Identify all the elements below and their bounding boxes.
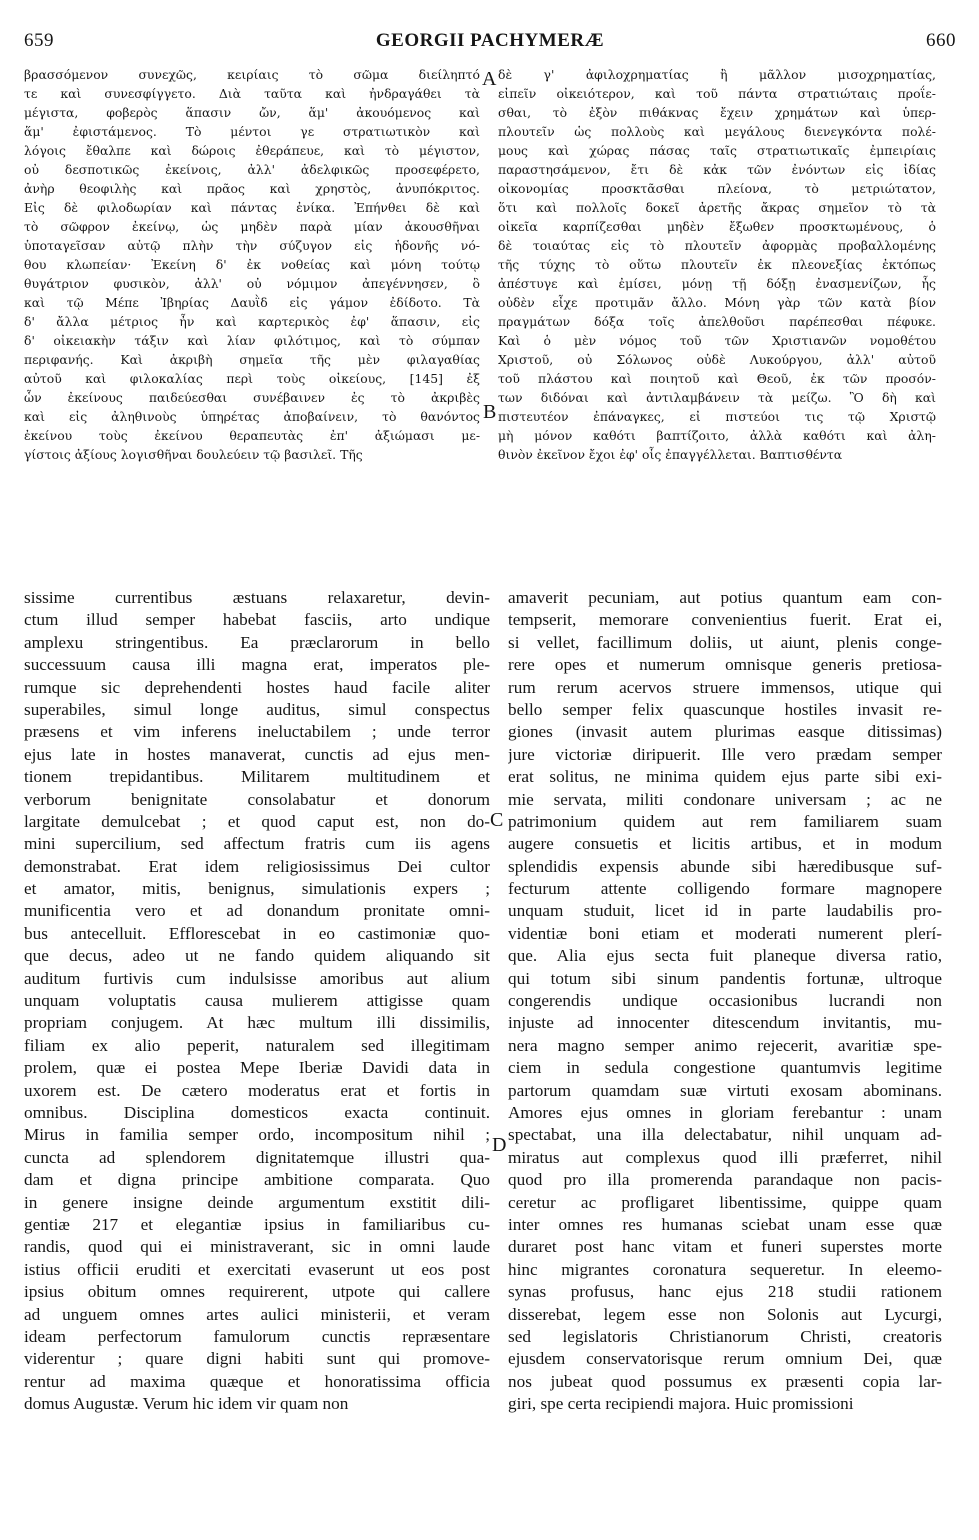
text-line: inter omnes res humanas sciebat unam esse quæ	[508, 1214, 942, 1234]
text-line: οἰκονομίας προσκτᾶσθαι πλείονα, τὸ μετριώτατον,	[498, 181, 936, 196]
text-line: τὸ σῶφρον ἐκείνῳ, ὡς μηδὲν παρὰ μίαν ἀκουσθῆναι	[24, 219, 480, 234]
text-line: erat solitus, ne minima quidem ejus parte sibi exi-	[508, 767, 942, 787]
page-header	[24, 30, 956, 58]
text-line: Mirus in familia semper ordo, incompositum nihil ;	[24, 1125, 490, 1145]
text-line: ipsius obitum omnes requirerent, utpote qui callere	[24, 1282, 490, 1302]
text-line: πραγμάτων δόξα τοῖς ἀπελθοῦσι παρέπεσθαι πέφυκε.	[498, 314, 936, 329]
text-line: nera magno semper animo rejecerit, avaritiæ spe-	[508, 1035, 942, 1055]
greek-text-right-column	[498, 65, 936, 464]
text-line: οὐ δεσποτικῶς ἐκείνοις, ἀλλ' ἀδελφικῶς προσεφέρετο,	[24, 162, 480, 177]
text-line: εἰπεῖν οἰκειότερον, καὶ τοῦ πάντα στρατιώταις προΐε-	[498, 86, 936, 101]
text-line: amplexu stringentibus. Ea præclarorum in bello	[24, 632, 490, 652]
text-line: ejus late in hostes manaverat, cunctis ad ejus men-	[24, 744, 490, 764]
text-line: rere opes et numerum omnisque generis pretiosa-	[508, 655, 942, 675]
text-line: in genere insigne deinde argumentum exstitit dili-	[24, 1192, 490, 1212]
text-line: καὶ εἰς ἀληθινοὺς ὑπηρέτας ἀποβαίνειν, τὸ θανόντος	[24, 409, 480, 424]
text-line: τε καὶ συνεσφίγγετο. Διὰ ταῦτα καὶ ἠνδραγάθει τὰ	[24, 86, 480, 101]
text-line: disserebat, legem esse non Solonis aut Lycurgi,	[508, 1304, 942, 1324]
margin-marker-c: C	[490, 809, 504, 831]
text-line: que. Alia ejus secta fuit planeque diversa ratio,	[508, 946, 942, 966]
text-line: giri, spe certa recipiendi majora. Huic promissioni	[508, 1394, 854, 1414]
text-line: πιστευτέον ἐπάναγκες, εἰ πιστεύοι τις τῷ Χριστῷ	[498, 409, 936, 424]
greek-text-left-column	[24, 65, 480, 464]
text-line: δὲ γ' ἀφιλοχρηματίας ἢ μᾶλλον μισοχρηματίας,	[498, 67, 936, 82]
text-line: randis, quod qui ei ministraverant, sic in omni laude	[24, 1237, 490, 1257]
text-line: hinc migrantes coronatura sequeretur. In eleemo-	[508, 1259, 942, 1279]
text-line: θινὸν ἐκεῖνον ἔχοι ἐφ' οἷς ἐπαγγέλλεται. Βαπτισθέντα	[498, 447, 843, 462]
margin-marker-b: B	[483, 401, 497, 423]
text-line: injuste ad innocenter ditescendum invitantis, mu-	[508, 1013, 942, 1033]
text-line: ciem in sedula congestione quantumvis legitime	[508, 1058, 942, 1078]
text-line: των διδόναι καὶ ἀντιλαμβάνειν τὰ μείζω. Ὃ δὴ καὶ	[498, 390, 936, 405]
text-line: Amores ejus omnes in gloriam ferebantur : unam	[508, 1102, 942, 1122]
text-line: patrimonium quidem aut rem familiarem suam	[508, 811, 942, 831]
latin-text-left-column	[24, 587, 490, 1415]
text-line: γίστοις ἀξίους λογισθῆναι δουλεύειν τῷ βασιλεῖ. Τῆς	[24, 447, 363, 462]
text-line: ὅτι καὶ πολλοῖς δοκεῖ ἀρετῆς ἄκρας σημεῖον τὸ τὰ	[498, 200, 936, 215]
text-line: ὧν ἐκείνους παιδεύεσθαι συνέβαινεν ἐς τὸ ἀκριβὲς	[24, 390, 480, 405]
text-line: σθαι, τὸ ἐξὸν πιθάκνας ἔχειν χρημάτων καὶ ὑπερ-	[498, 105, 936, 120]
text-line: congerendis undique occasionibus lucrandi non	[508, 991, 942, 1011]
text-line: καὶ τῷ Μέπε Ἰβηρίας Δαυῒδ εἰς γάμον ἐδίδοτο. Τὰ	[24, 295, 480, 310]
text-line: propriam conjugem. At hæc multum illi dissimilis,	[24, 1013, 490, 1033]
text-line: et amator, mitis, benignus, simulationis expers ;	[24, 879, 490, 899]
text-line: οἰκεῖα καρπίζεσθαι μηδὲν ἔξωθεν προσκτωμένους, ὁ	[498, 219, 936, 234]
page-number-right: 660	[926, 30, 956, 51]
text-line: domus Augustæ. Verum hic idem vir quam non	[24, 1394, 349, 1414]
text-line: sed legislatoris Christianorum Christi, creatoris	[508, 1326, 942, 1346]
text-line: superabiles, simul longe auditus, simul conspectus	[24, 699, 490, 719]
text-line: δὲ τοιαύτας εἰς τὸ πλουτεῖν ἀφορμὰς προβαλλομένης	[498, 238, 936, 253]
text-line: mie servata, militi condonare universam ; ac ne	[508, 789, 942, 809]
text-line: Εἰς δὲ φιλοδωρίαν καὶ πάντας ἐνίκα. Ἐπήνθει δὲ καὶ	[24, 200, 480, 215]
text-line: partorum quamdam suæ virtuti exosam abominans.	[508, 1080, 942, 1100]
text-line: πλουτεῖν ὡς πολλοὺς καὶ μεγάλους διενεγκόντα πολέ-	[498, 124, 936, 139]
text-line: ad unguem omnes artes aulici ministerii, et veram	[24, 1304, 490, 1324]
margin-marker-d: D	[492, 1134, 507, 1156]
text-line: sissime currentibus æstuans relaxaretur, devin-	[24, 588, 490, 607]
text-line: βρασσόμενον συνεχῶς, κειρίαις τὸ σῶμα διείληπτό	[24, 67, 480, 82]
text-line: θου κλωπείαν· Ἐκείνη δ' ἐκ νοθείας καὶ μόνη τούτῳ	[24, 257, 480, 272]
text-line: miratus aut complexus quod illi præferret, nihil	[508, 1147, 942, 1167]
page-number-left: 659	[24, 30, 54, 51]
text-line: ideam perfectorum famulorum cunctis repræsentare	[24, 1326, 490, 1346]
text-line: οὐδὲν εἶχε προτιμᾶν ἄλλο. Μόνη γὰρ τῶν κατὰ βίον	[498, 295, 936, 310]
text-line: splendidis expensis abunde sibi hæredibusque suf-	[508, 856, 942, 876]
text-line: δ' οἰκειακὴν τάξιν καὶ λίαν φιλότιμος, καὶ τὸ σύμπαν	[24, 333, 480, 348]
text-line: λόγοις ἔθαλπε καὶ δώροις ἐθεράπευε, καὶ τὸ μέγιστον,	[24, 143, 480, 158]
text-line: quod pro illa promerenda parandaque non pacis-	[508, 1170, 942, 1190]
text-line: μους καὶ χώρας πάσας ταῖς στρατιωτικαῖς ἐμπειρίαις	[498, 143, 936, 158]
text-line: ceretur ac profligaret libentissime, quippe quam	[508, 1192, 942, 1212]
text-line: que decus, adeo ut ne fando quidem aliquando sit	[24, 946, 490, 966]
text-line: μέγιστα, φοβερὸς ἅπασιν ὤν, ἅμ' ἀκουόμενος καὶ	[24, 105, 480, 120]
text-line: præsens et vim inferens ineluctabilem ; unde terror	[24, 722, 490, 742]
text-line: successuum causa illi magna erat, imperatos ple-	[24, 655, 490, 675]
text-line: unquam voluptatis causa mulierem attigisse quam	[24, 991, 490, 1011]
text-line: amaverit pecuniam, aut potius quantum eam con-	[508, 588, 942, 607]
text-line: tionem trepidantibus. Militarem multitudinem et	[24, 767, 490, 787]
text-line: giones (invasit autem plurimas easque ditissimas)	[508, 722, 942, 742]
text-line: augere consuetis et licitis artibus, et in modum	[508, 834, 942, 854]
text-line: istius officii eruditi et exercitati evaserunt ut eos post	[24, 1259, 490, 1279]
text-line: demonstrabat. Erat idem religiosissimus Dei cultor	[24, 856, 490, 876]
text-line: bello semper felix quascunque hostiles invasit re-	[508, 699, 942, 719]
text-line: synas profusus, hanc ejus 218 studii rationem	[508, 1282, 942, 1302]
text-line: ἀπέστυγε καὶ ἐμίσει, μόνῃ τῇ δόξῃ ἐνασμενίζων, ἧς	[498, 276, 936, 291]
text-line: prolem, quæ ei postea Mepe Iberiæ Davidi data in	[24, 1058, 490, 1078]
text-line: auditum furtivis cum indulsisse amoribus aut alium	[24, 968, 490, 988]
text-line: rum rerum acervos struere immensos, utique qui	[508, 677, 942, 697]
running-title: GEORGII PACHYMERÆ	[375, 30, 605, 51]
text-line: munificentia vero et ad donandum pronitate omni-	[24, 901, 490, 921]
text-line: viderentur ; quare digni habiti sunt qui promove-	[24, 1349, 490, 1369]
text-line: rumque sic deprehendenti hostes haud facile aliter	[24, 677, 490, 697]
text-line: τοῦ πλάστου καὶ ποιητοῦ καὶ Θεοῦ, ἐκ τῶν προσόν-	[498, 371, 936, 386]
text-line: mini supercilium, sed affectum fratris cum iis agens	[24, 834, 490, 854]
text-line: τῆς τύχης τὸ οὕτω πλουτεῖν ἐκ πλεονεξίας ἐκτόπως	[498, 257, 936, 272]
text-line: ejusdem conservatorisque rerum omnium Dei, quæ	[508, 1349, 942, 1369]
text-line: nos jubeat quod possumus ex præsenti copia lar-	[508, 1371, 942, 1391]
text-line: cuncta ad splendorem dignitatemque illustri qua-	[24, 1147, 490, 1167]
text-line: αὐτοῦ καὶ φιλοκαλίας περὶ τοὺς οἰκείους, [145] ἐξ	[24, 371, 480, 386]
text-line: Καὶ ὁ μὲν νόμος τοῦ τῶν Χριστιανῶν νομοθέτου	[498, 333, 936, 348]
text-line: omnibus. Disciplina domesticos exacta continuit.	[24, 1102, 490, 1122]
text-line: παραστησάμενον, ἔτι δὲ κἀκ τῶν ἐνόντων εἰς ἰδίας	[498, 162, 936, 177]
text-line: duraret post hanc vitam et funeri superstes morte	[508, 1237, 942, 1257]
text-line: θυγάτριον φυσικὸν, ἀλλ' οὐ νόμιμον ἀπεγέννησεν, ὃ	[24, 276, 480, 291]
text-line: dam et digna principe ambitione comparata. Quo	[24, 1170, 490, 1190]
text-line: fecturum attente colligendo formare magnopere	[508, 879, 942, 899]
text-line: spectabat, una illa delectabatur, nihil unquam ad-	[508, 1125, 942, 1145]
text-line: si vellet, facillimum doliis, ut aiunt, plenis conge-	[508, 632, 942, 652]
text-line: qui totum sibi sinum pandentis fortunæ, ultroque	[508, 968, 942, 988]
text-line: μὴ μόνον καθότι βαπτίζοιτο, ἀλλὰ καθότι καὶ ἀλη-	[498, 428, 936, 443]
text-line: Χριστοῦ, οὐ Σόλωνος οὐδὲ Λυκούργου, ἀλλ' αὐτοῦ	[498, 352, 936, 367]
text-line: ἐκείνου τοὺς ἐκείνου θεραπευτὰς ἐπ' ἀξιώμασι με-	[24, 428, 480, 443]
text-line: tempserit, memorare convenientius fuerit. Erat ei,	[508, 610, 942, 630]
text-line: δ' ἄλλα μέτριος ἦν καὶ καρτερικὸς ἐφ' ἅπασιν, εἰς	[24, 314, 480, 329]
text-line: περιφανής. Καὶ ἀκριβὴ σημεῖα τῆς μὲν φιλαγαθίας	[24, 352, 480, 367]
text-line: uxorem est. De cætero moderatus erat et fortis in	[24, 1080, 490, 1100]
text-line: videntiæ boni etiam et moderati numerent plerí-	[508, 923, 942, 943]
text-line: gentiæ 217 et elegantiæ ipsius in familiaribus cu-	[24, 1214, 490, 1234]
text-line: filiam ex alio peperit, naturalem sed illegitimam	[24, 1035, 490, 1055]
text-line: ἅμ' ἐφιστάμενος. Τὸ μέντοι γε στρατιωτικὸν καὶ	[24, 124, 480, 139]
text-line: ἀνὴρ θεοφιλὴς καὶ πρᾶος καὶ χρηστὸς, ἀνυπόκριτος.	[24, 181, 480, 196]
text-line: largitate demulcebat ; et quod caput est, non do-	[24, 811, 490, 831]
text-line: rentur ad maxima quæque et honoratissima officia	[24, 1371, 490, 1391]
text-line: verborum benignitate consolabatur et donorum	[24, 789, 490, 809]
text-line: jure victoriæ diripuerit. Ille vero prædam semper	[508, 744, 942, 764]
latin-text-right-column	[508, 587, 942, 1415]
text-line: unquam studuit, licet id in parte laudabilis pro-	[508, 901, 942, 921]
margin-marker-a: A	[482, 68, 497, 90]
text-line: bus antecelluit. Efflorescebat in eo castimoniæ quo-	[24, 923, 490, 943]
text-line: ὑποταγεῖσαν αὐτῷ πλὴν τὴν σύζυγον εἰς ἡδονῆς νό-	[24, 238, 480, 253]
text-line: ctum illud semper habebat fasciis, arto undique	[24, 610, 490, 630]
